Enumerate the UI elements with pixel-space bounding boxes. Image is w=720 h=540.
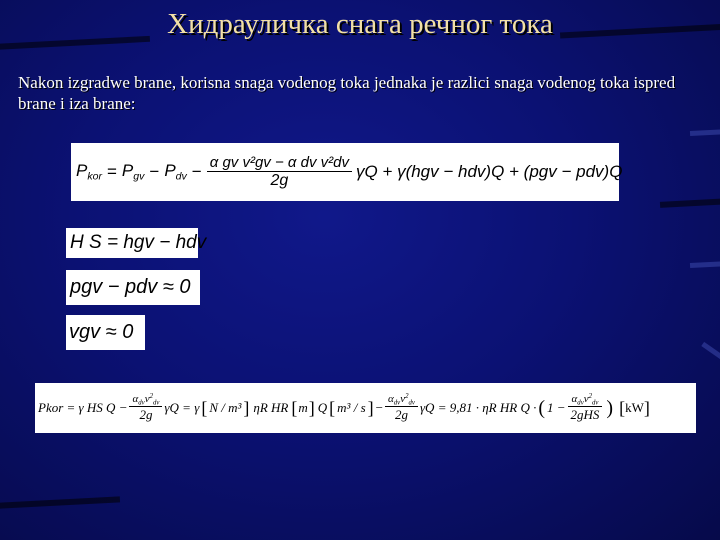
p-dv-symbol: $P_{dv}$ [164,161,187,183]
decorative-stripe [690,261,720,268]
decorative-stripe [0,496,120,509]
p-kor-symbol: $P_{kor}$ [76,161,102,183]
power-mid-2: γQ = 9,81 · ηR HR Q · [419,400,537,415]
q-symbol: Q [317,400,328,415]
formula-main: $P_{kor}$ = $P_{gv}$ − $P_{dv}$ − $\frac{\text{α gv v²gv − α dv v²dv}}{2g}$ γQ + γ(hgv − hdv)Q + (pgv − pdv)Q [71,143,619,201]
formula-tail: γQ + γ(hgv − hdv)Q + (pgv − pdv)Q [355,162,623,181]
equals-sign: = [106,162,117,181]
unit-kw: kW [625,400,644,415]
power-mid-1: γQ = γ [164,400,200,415]
formula-pressure-diff [66,270,200,305]
minus-sign: − [149,162,160,181]
formula-power: Pkor = γ HS Q − $\frac{\alpha_{dv}v^2_{dv}}{2g}$ γQ = γ [ N / m³ ] ηR HR [ m ] Q [ m³ / s ] − $\frac{\alpha_{dv}v^2_{dv}}{2g}$ γQ = 9,81 · ηR HR Q · ( 1 − $\frac{\alpha_{dv}v^2_{dv}}{\text{2gHS}}$ ) [ kW ] [35,383,696,433]
fraction-denominator: 2g [207,171,352,190]
pressure-expression: pgv − pdv ≈ 0 [70,276,191,298]
decorative-stripe [690,129,720,136]
hs-expression: H S = hgv − hdv [70,232,207,253]
one-minus: 1 − [547,400,566,415]
power-lhs: Pkor = γ HS Q − [38,400,128,415]
power-fraction-2: $\frac{\alpha_{dv}v^2_{dv}}{2g}$ [385,393,418,423]
decorative-stripe [701,342,720,363]
velocity-expression: vgv ≈ 0 [69,321,134,343]
unit-n-per-m3: N / m³ [209,400,242,415]
power-fraction-3: $\frac{\alpha_{dv}v^2_{dv}}{\text{2gHS}}$ [568,393,603,423]
slide-title: Хидрауличка снага речног тока [167,8,553,40]
formula-velocity [66,315,145,350]
p-gv-symbol: $P_{gv}$ [121,161,145,183]
velocity-fraction [207,154,352,190]
eta-hr: ηR HR [253,400,289,415]
unit-m3-per-s: m³ / s [337,400,366,415]
intro-text: Nakon izgradwe brane, korisna snaga vodenog toka jednaka je razlici snaga vodenog toka ispred brane i iza brane: [18,73,676,113]
decorative-stripe [660,198,720,208]
unit-m: m [298,400,308,415]
formula-hs [66,228,207,258]
power-fraction-1: $\frac{\alpha_{dv}v^2_{dv}}{2g}$ [129,393,162,423]
fraction-numerator: α gv v²gv − α dv v²dv [209,154,349,171]
